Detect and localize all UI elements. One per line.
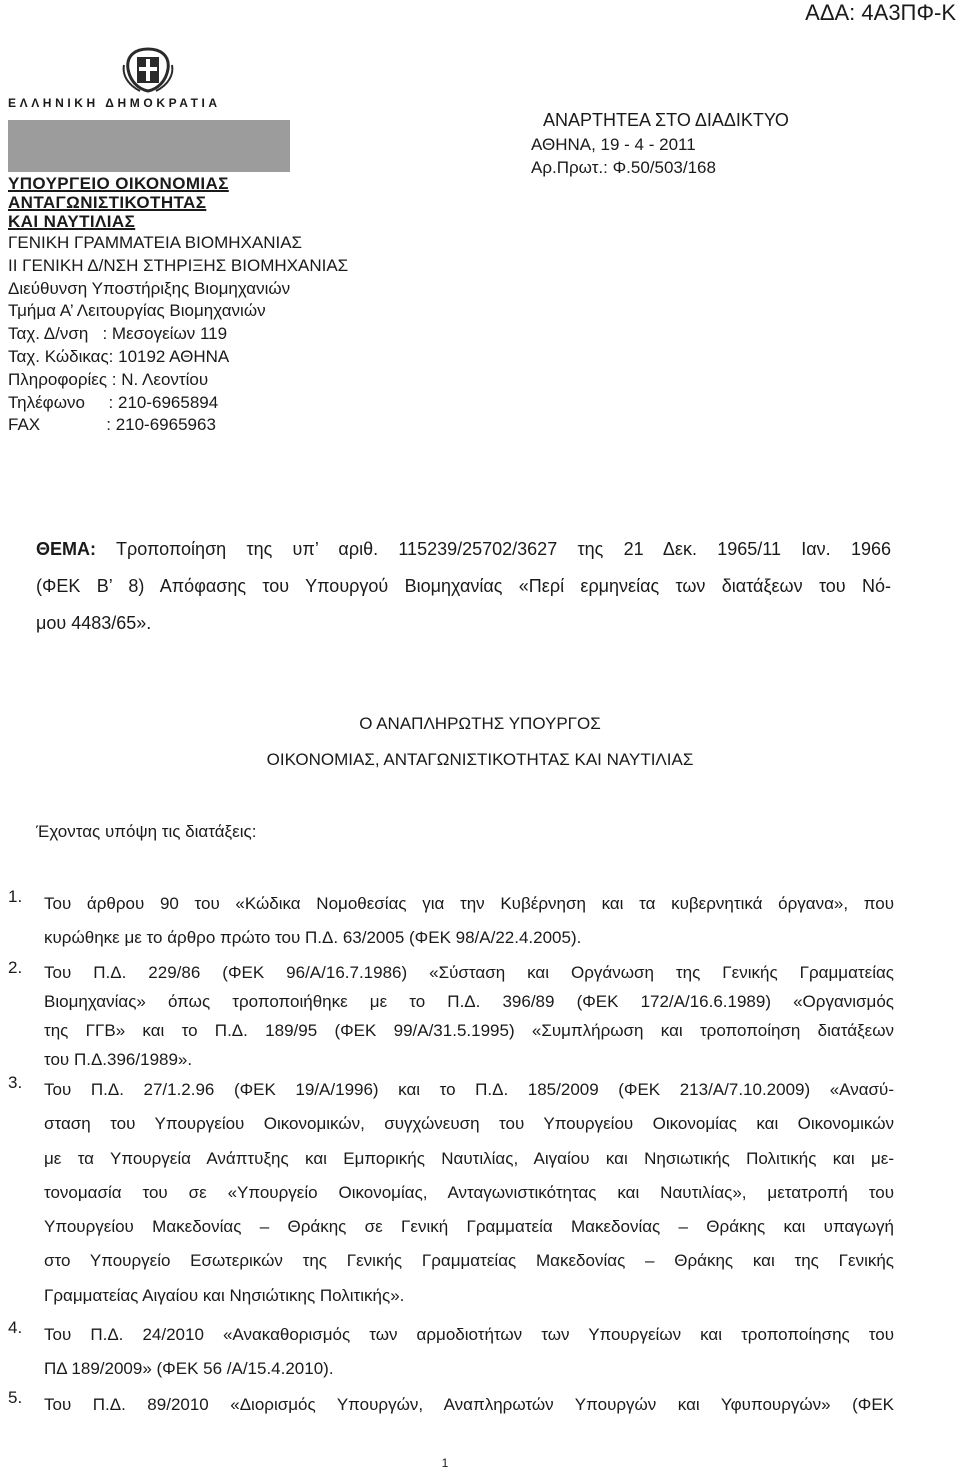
- item-line: της ΓΓΒ» και το Π.Δ. 189/95 (ΦΕΚ 99/Α/31.5.1995) «Συμπλήρωση και τροποποίηση διατάξεων: [44, 1021, 894, 1040]
- document-date: ΑΘΗΝΑ, 19 - 4 - 2011: [531, 135, 696, 154]
- sender-block: [8, 232, 348, 437]
- sender-line: ΓΕΝΙΚΗ ΓΡΑΜΜΑΤΕΙΑ ΒΙΟΜΗΧΑΝΙΑΣ: [8, 233, 303, 252]
- item-line: με τα Υπουργεία Ανάπτυξης και Εμπορικής Ναυτιλίας, Αιγαίου και Νησιωτικής Πολιτικής και με-: [44, 1148, 894, 1168]
- item-number: 5.: [8, 1388, 23, 1407]
- item-line: στο Υπουργείο Εσωτερικών της Γενικής Γραμματείας Μακεδονίας – Θράκης και της Γενικής: [44, 1251, 894, 1271]
- item-line: τονομασία του σε «Υπουργείο Οικονομίας, Ανταγωνιστικότητας και Ναυτιλίας», μετατροπή του: [44, 1182, 894, 1202]
- logo-republic-text: ΕΛΛΗΝΙΚΗ ΔΗΜΟΚΡΑΤΙΑ: [8, 96, 221, 110]
- item-line: του Π.Δ.396/1989».: [44, 1050, 193, 1069]
- logo-ministry-line: ΥΠΟΥΡΓΕΙΟ ΟΙΚΟΝΟΜΙΑΣ: [8, 174, 229, 193]
- item-line: Του άρθρου 90 του «Κώδικα Νομοθεσίας για την Κυβέρνηση και τα κυβερνητικά όργανα», που: [44, 894, 894, 913]
- date-protocol-block: [531, 134, 716, 179]
- item-line: Του Π.Δ. 229/86 (ΦΕΚ 96/Α/16.7.1986) «Σύσταση και Οργάνωση της Γενικής Γραμματείας: [44, 963, 894, 982]
- sender-line: Πληροφορίες : Ν. Λεοντίου: [8, 369, 209, 389]
- item-number: 3.: [8, 1073, 23, 1092]
- item-line: Του Π.Δ. 27/1.2.96 (ΦΕΚ 19/Α/1996) και το Π.Δ. 185/2009 (ΦΕΚ 213/Α/7.10.2009) «Ανασύ-: [44, 1080, 894, 1099]
- sender-line: FAX : 210-6965963: [8, 415, 216, 435]
- item-line: Του Π.Δ. 89/2010 «Διορισμός Υπουργών, Αναπληρωτών Υπουργών και Υφυπουργών» (ΦΕΚ: [44, 1395, 894, 1414]
- item-text: [44, 1073, 894, 1313]
- item-line: κυρώθηκε με το άρθρο πρώτο του Π.Δ. 63/2005 (ΦΕΚ 98/Α/22.4.2005).: [44, 928, 582, 947]
- sender-line: Τηλέφωνο : 210-6965894: [8, 392, 219, 412]
- sender-line: Ταχ. Δ/νση : Μεσογείων 119: [8, 324, 228, 344]
- logo-ministry-text: [8, 174, 229, 231]
- subject-label: ΘΕΜΑ:: [36, 539, 96, 559]
- logo-ministry-line: ΚΑΙ ΝΑΥΤΙΛΙΑΣ: [8, 212, 136, 231]
- item-line: Βιομηχανίας» όπως τροποποιήθηκε με το Π.Δ. 396/89 (ΦΕΚ 172/Α/16.6.1989) «Οργανισμός: [44, 992, 894, 1011]
- item-number: 1.: [8, 887, 23, 906]
- sender-line: ΙΙ ΓΕΝΙΚΗ Δ/ΝΣΗ ΣΤΗΡΙΞΗΣ ΒΙΟΜΗΧΑΝΙΑΣ: [8, 255, 349, 275]
- subject-text: Τροποποίηση της υπ’ αριθ. 115239/25702/3627 της 21 Δεκ. 1965/11 Ιαν. 1966: [115, 539, 891, 559]
- subject-line: [36, 531, 891, 568]
- item-text: [44, 958, 894, 1074]
- sender-line: Τμήμα Α’ Λειτουργίας Βιομηχανιών: [8, 301, 266, 321]
- posting-notice: ΑΝΑΡΤΗΤΕΑ ΣΤΟ ΔΙΑΔΙΚΤΥΟ: [543, 110, 789, 130]
- intro-text: Έχοντας υπόψη τις διατάξεις:: [36, 822, 257, 841]
- item-line: ΠΔ 189/2009» (ΦΕΚ 56 /Α/15.4.2010).: [44, 1359, 334, 1378]
- sender-line: Διεύθυνση Υποστήριξης Βιομηχανιών: [8, 278, 291, 298]
- item-text: [44, 1318, 894, 1386]
- ada-code: ΑΔΑ: 4Α3ΠΦ-Κ: [805, 0, 956, 25]
- item-text: [44, 887, 894, 955]
- subject-line: (ΦΕΚ Β’ 8) Απόφασης του Υπουργού Βιομηχανίας «Περί ερμηνείας των διατάξεων του Νό-: [36, 576, 891, 596]
- item-line: σταση του Υπουργείου Οικονομικών, συγχώνευση του Υπουργείου Οικονομίας και Οικονομικών: [44, 1114, 894, 1134]
- logo-ministry-line: ΑΝΤΑΓΩΝΙΣΤΙΚΟΤΗΤΑΣ: [8, 193, 207, 212]
- item-text: [44, 1388, 894, 1422]
- item-line: Του Π.Δ. 24/2010 «Ανακαθορισμός των αρμοδιοτήτων των Υπουργείων και τροποποίησης του: [44, 1325, 894, 1344]
- minister-heading: Ο ΑΝΑΠΛΗΡΩΤΗΣ ΥΠΟΥΡΓΟΣ: [359, 714, 601, 733]
- page-number: 1: [441, 1456, 449, 1470]
- item-line: Υπουργείου Μακεδονίας – Θράκης σε Γενική Γραμματεία Μακεδονίας – Θράκης και υπαγωγή: [44, 1217, 894, 1237]
- coat-of-arms-icon: [118, 45, 178, 93]
- logo-gray-band: [8, 120, 290, 172]
- item-line: Γραμματείας Αιγαίου και Νησιώτικης Πολιτικής».: [44, 1285, 405, 1305]
- ministry-heading: ΟΙΚΟΝΟΜΙΑΣ, ΑΝΤΑΓΩΝΙΣΤΙΚΟΤΗΤΑΣ ΚΑΙ ΝΑΥΤΙΛΙΑΣ: [266, 750, 694, 769]
- item-number: 4.: [8, 1318, 23, 1337]
- item-number: 2.: [8, 958, 23, 977]
- protocol-number: Αρ.Πρωτ.: Φ.50/503/168: [531, 157, 716, 177]
- subject-line: μου 4483/65».: [36, 613, 152, 633]
- sender-line: Ταχ. Κώδικας: 10192 ΑΘΗΝΑ: [8, 346, 230, 366]
- subject-block: [36, 531, 891, 642]
